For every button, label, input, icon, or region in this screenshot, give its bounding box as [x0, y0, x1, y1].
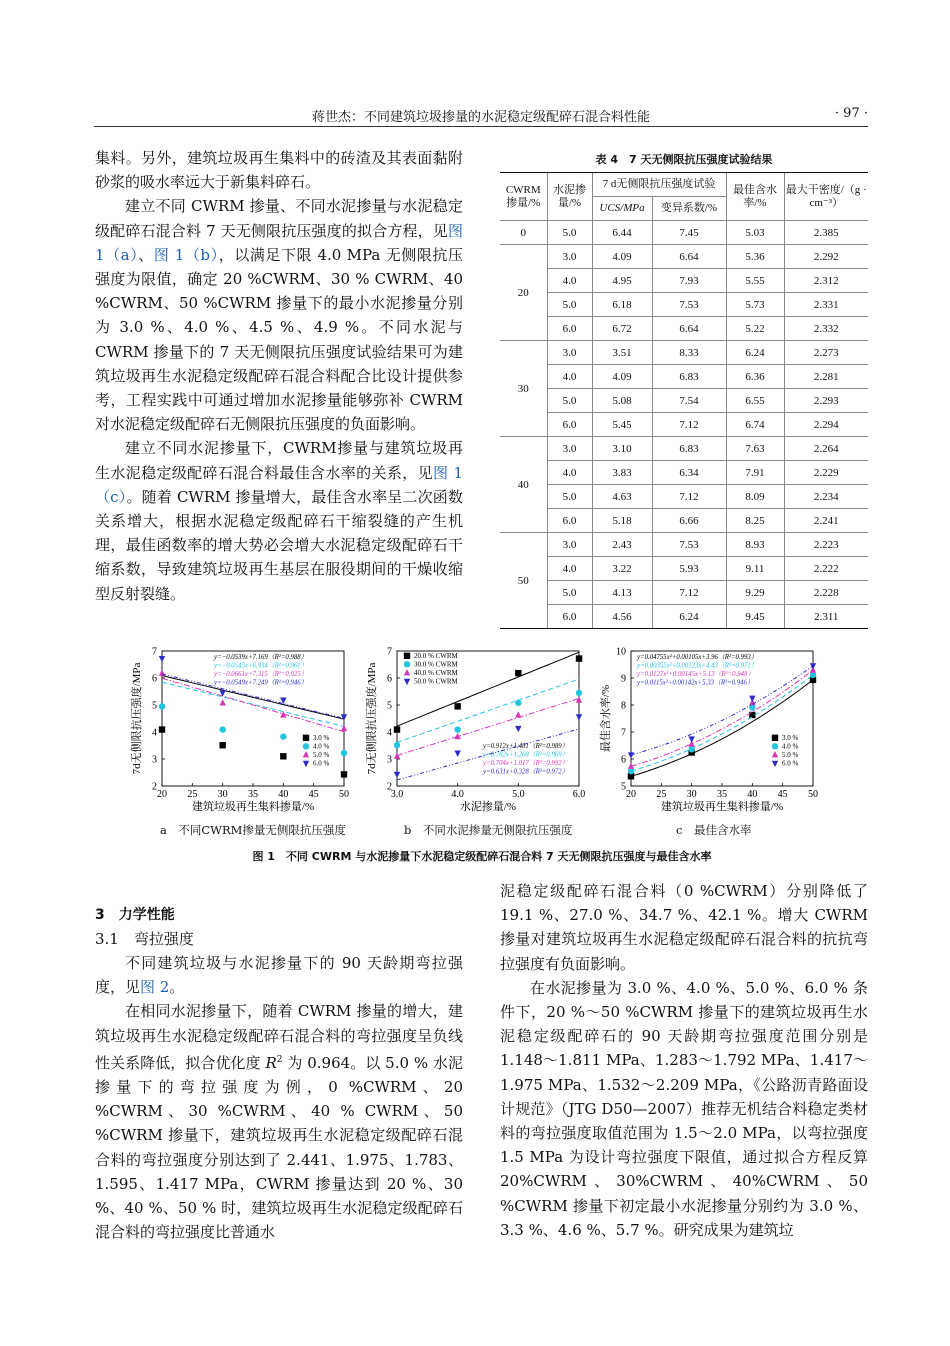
- table-cell: 4.0: [547, 557, 592, 581]
- table-cell: 2.332: [784, 317, 868, 341]
- data-point: [159, 726, 165, 732]
- table-cell: 7.54: [652, 389, 726, 413]
- table-cell: 6.0: [547, 317, 592, 341]
- table-cell: 8.25: [726, 509, 784, 533]
- paragraph: 在水泥掺量为 3.0 %、4.0 %、5.0 %、6.0 % 条件下，20 %～50 %CWRM 掺量下的建筑垃圾再生水泥稳定级配碎石的 90 天龄期弯拉强度范围分别是 1.148～1.811 MPa、1.283～1.792 MPa、1.417～1.975 MPa、1.532～2.209 MPa，《公路沥青路面设计规范》（JTG D50—2007）推荐无机结合料稳定类材料的弯拉强度取值范围为 1.5～2.0 MPa，以弯拉强度 1.5 MPa 为设计弯拉强度下限值，通过拟合方程反算 20%CWRM、30%CWRM、40%CWRM、50 %CWRM 掺量下初定最小水泥掺量分别约为 3.0 %、3.3 %、4.6 %、5.7 %。研究成果为建筑垃: [500, 978, 868, 1239]
- table-cell: 5.18: [592, 509, 652, 533]
- y-tick-label: 9: [621, 673, 626, 685]
- data-point: [219, 726, 225, 732]
- table-row: [500, 461, 868, 485]
- x-tick-label: 20: [626, 789, 636, 800]
- table-cell: 6.0: [547, 413, 592, 437]
- data-point: [341, 771, 347, 777]
- table-cell: 5.0: [547, 581, 592, 605]
- table-cell: 5.36: [726, 245, 784, 269]
- header-ucs-group: 7 d无侧限抗压强度试验: [592, 173, 726, 197]
- table-cell: 4.95: [592, 269, 652, 293]
- legend-label: 4.0 %: [313, 742, 330, 751]
- fit-equation: y=0.00355x²+0.00123x+4.43（R²=0.971）: [637, 662, 758, 670]
- x-tick-label: 6.0: [572, 789, 586, 800]
- y-tick-label: 7: [621, 727, 626, 739]
- table-cell: 4.56: [592, 605, 652, 629]
- table-cell: 6.83: [652, 437, 726, 461]
- table-row: [500, 581, 868, 605]
- table-cell: 5.93: [652, 557, 726, 581]
- subcaption-b: b 不同水泥掺量无侧限抗压强度: [404, 823, 573, 837]
- table-cell: 5.22: [726, 317, 784, 341]
- table-cell: 6.64: [652, 245, 726, 269]
- running-header: [94, 104, 868, 127]
- table-cell: 7.12: [652, 413, 726, 437]
- subcaption-a: a 不同CWRM掺量无侧限抗压强度: [160, 823, 346, 837]
- y-axis-label: 7d无侧限抗压强度/MPa: [131, 662, 143, 775]
- legend-label: 6.0 %: [782, 759, 799, 768]
- paragraph: 集料。另外，建筑垃圾再生集料中的砖渣及其表面黏附砂浆的吸水率远大于新集料碎石。: [95, 149, 463, 192]
- results-table: [500, 172, 868, 629]
- legend-label: 20.0 % CWRM: [414, 652, 458, 660]
- figure-caption: 图 1 不同 CWRM 与水泥掺量下水泥稳定级配碎石混合料 7 天无侧限抗压强度与最佳含水率: [252, 850, 712, 863]
- data-point: [772, 743, 778, 749]
- legend-label: 4.0 %: [782, 742, 799, 751]
- table-cell: 9.11: [726, 557, 784, 581]
- table-cell: 2.385: [784, 221, 868, 245]
- table-cell: 7.12: [652, 485, 726, 509]
- data-point: [772, 751, 778, 757]
- legend-label: 50.0 % CWRM: [414, 677, 458, 686]
- table-cell: 7.91: [726, 461, 784, 485]
- table-cell: 3.0: [547, 245, 592, 269]
- table-cell: 4.13: [592, 581, 652, 605]
- table-cell: 2.234: [784, 485, 868, 509]
- table-cell: 9.29: [726, 581, 784, 605]
- data-point: [515, 700, 521, 706]
- data-point: [303, 751, 309, 757]
- table-cell: 2.222: [784, 557, 868, 581]
- table-cell: 5.0: [547, 293, 592, 317]
- table-cell: 5.03: [726, 221, 784, 245]
- header-title: 蒋世杰：不同建筑垃圾掺量的水泥稳定级配碎石混合料性能: [311, 110, 650, 125]
- table-cell: 2.43: [592, 533, 652, 557]
- table-cell: 6.36: [726, 365, 784, 389]
- table-cell: 7.93: [652, 269, 726, 293]
- y-axis-label: 7d无侧限抗压强度/MPa: [366, 662, 378, 775]
- table-row: [500, 437, 868, 461]
- data-point: [454, 726, 460, 732]
- table-cell: 2.312: [784, 269, 868, 293]
- table-row: [500, 605, 868, 629]
- fit-equation: y=0.912x+1.481（R²=0.989）: [483, 743, 569, 750]
- y-tick-label: 6: [387, 673, 392, 685]
- table-cell: 2.264: [784, 437, 868, 461]
- legend-label: 6.0 %: [313, 759, 330, 768]
- fit-line: [162, 682, 344, 726]
- cell-cwrm: 30: [500, 341, 547, 437]
- data-point: [303, 735, 309, 741]
- table-row: [500, 317, 868, 341]
- header-density: 最大干密度/（g · cm⁻³）: [784, 173, 868, 221]
- table-row: [500, 413, 868, 437]
- table-row: [500, 533, 868, 557]
- fit-equation: y=−0.0549x+7.249（R²=0.946）: [214, 679, 308, 687]
- table-cell: 2.241: [784, 509, 868, 533]
- y-tick-label: 2: [152, 781, 157, 793]
- table-cell: 6.44: [592, 221, 652, 245]
- text-run: 在相同水泥掺量下，随着 CWRM 掺量的增大，建筑垃圾再生水泥稳定级配碎石混合料的弯拉强度呈负线性关系降低，拟合优化度: [95, 1002, 463, 1072]
- paragraph: [95, 194, 463, 436]
- data-point: [341, 714, 347, 720]
- table-row: [500, 341, 868, 365]
- table-cell: 3.22: [592, 557, 652, 581]
- data-point: [810, 663, 816, 669]
- cell-cwrm: 40: [500, 437, 547, 533]
- header-ucs: UCS/MPa: [592, 197, 652, 221]
- table-cell: 2.331: [784, 293, 868, 317]
- data-point: [219, 742, 225, 748]
- data-point: [394, 772, 400, 778]
- y-tick-label: 3: [387, 754, 392, 766]
- table-cell: 6.83: [652, 365, 726, 389]
- table-caption: 表 4 7 天无侧限抗压强度试验结果: [595, 153, 773, 166]
- x-tick-label: 25: [656, 789, 667, 800]
- table-row: [500, 485, 868, 509]
- fit-equation: y=−0.0661x+7.315（R²=0.925）: [214, 671, 308, 678]
- x-tick-label: 20: [157, 789, 167, 800]
- text-run: ，以满足下限 4.0 MPa 无侧限抗压强度为限值，确定 20 %CWRM、30 % CWRM、40 %CWRM、50 %CWRM 掺量下的最小水泥掺量分别为 3.0 %、4.0 %、4.5 %、4.9 %。不同水泥与 CWRM 掺量下的 7 天无侧限抗压强度试验结果可为建筑垃圾再生水泥稳定级配碎石混合料配合比设计提供参考，工程实践中可通过增加水泥掺量能够弥补 CWRM 对水泥稳定级配碎石无侧限抗压强度的负面影响。: [95, 245, 463, 434]
- table-cell: 4.63: [592, 485, 652, 509]
- header-water: 最佳含水率/%: [726, 173, 784, 221]
- data-point: [628, 752, 634, 758]
- table-cell: 2.281: [784, 365, 868, 389]
- table-cell: 6.66: [652, 509, 726, 533]
- left-column-text: [95, 146, 463, 606]
- y-tick-label: 5: [621, 781, 626, 793]
- table-cell: 6.18: [592, 293, 652, 317]
- x-tick-label: 45: [777, 789, 788, 800]
- data-point: [280, 753, 286, 759]
- subsection-heading: [95, 927, 463, 951]
- data-point: [515, 726, 521, 732]
- data-point: [159, 703, 165, 709]
- table-cell: 3.83: [592, 461, 652, 485]
- data-point: [394, 742, 400, 748]
- x-tick-label: 3.0: [390, 789, 404, 800]
- fit-equation: y=0.704x+1.017（R²=0.992）: [483, 760, 569, 767]
- table-cell: 5.73: [726, 293, 784, 317]
- table-cell: 5.0: [547, 221, 592, 245]
- symbol-R: R: [265, 1053, 277, 1072]
- text-run: 为 0.964。以 5.0 % 水泥掺量下的弯拉强度为例，0 %CWRM、20 %CWRM、30 %CWRM、40 % CWRM、50 %CWRM 掺量下，建筑垃圾再生水泥稳定级配碎石混合料的弯拉强度分别达到了 2.441、1.975、1.783、1.595、1.417 MPa，CWRM 掺量达到 20 %、30 %、40 %、50 % 时，建筑垃圾再生水泥稳定级配碎石混合料的弯拉强度比普通水: [95, 1053, 463, 1242]
- x-axis-label: 水泥掺量/%: [459, 801, 517, 813]
- header-cv: 变异系数/%: [652, 197, 726, 221]
- fit-line: [397, 679, 579, 742]
- table-cell: 2.223: [784, 533, 868, 557]
- y-tick-label: 10: [616, 646, 626, 658]
- table-cell: 6.24: [652, 605, 726, 629]
- x-tick-label: 35: [717, 789, 727, 800]
- fit-equation: y=0.631x+0.328（R²=0.972）: [483, 768, 569, 776]
- data-point: [628, 768, 634, 774]
- right-column-text: [500, 879, 868, 1242]
- y-tick-label: 4: [152, 727, 157, 739]
- table-cell: 2.292: [784, 245, 868, 269]
- data-point: [576, 655, 582, 661]
- table-cell: 8.93: [726, 533, 784, 557]
- table-cell: 4.0: [547, 269, 592, 293]
- data-point: [454, 703, 460, 709]
- x-axis-label: 建筑垃圾再生集料掺量/%: [191, 801, 315, 813]
- table-cell: 4.0: [547, 365, 592, 389]
- x-tick-label: 4.0: [451, 789, 464, 800]
- cell-cwrm: 0: [500, 221, 547, 245]
- fit-equation: y=−0.0545x+6.934（R²=0.961）: [214, 662, 308, 670]
- data-point: [394, 726, 400, 732]
- data-point: [219, 699, 225, 705]
- table-row: [500, 509, 868, 533]
- legend-label: 40.0 % CWRM: [414, 669, 458, 677]
- table-cell: 5.45: [592, 413, 652, 437]
- table-cell: 7.53: [652, 533, 726, 557]
- table-cell: 6.24: [726, 341, 784, 365]
- y-tick-label: 4: [387, 727, 392, 739]
- table-cell: 4.09: [592, 365, 652, 389]
- data-point: [404, 669, 410, 675]
- text-run: 、: [138, 245, 154, 264]
- legend-label: 3.0 %: [782, 734, 799, 742]
- section-heading: 3 力学性能: [95, 907, 175, 923]
- figure-1c-link[interactable]: 图 1（c）: [95, 463, 463, 506]
- table-cell: 7.45: [652, 221, 726, 245]
- subcaption-c: c 最佳含水率: [676, 823, 752, 837]
- table-cell: 6.0: [547, 509, 592, 533]
- table-cell: 2.293: [784, 389, 868, 413]
- figure-2-link[interactable]: 图 2: [140, 978, 170, 997]
- y-tick-label: 5: [152, 700, 157, 712]
- y-axis-label: 最佳含水率/%: [600, 684, 612, 753]
- table-row: [500, 269, 868, 293]
- y-tick-label: 3: [152, 754, 157, 766]
- figure-1: [100, 640, 860, 840]
- table-row: [500, 557, 868, 581]
- data-point: [515, 711, 521, 717]
- x-tick-label: 50: [339, 789, 349, 800]
- table-cell: 3.0: [547, 533, 592, 557]
- legend-label: 5.0 %: [313, 751, 330, 759]
- data-point: [454, 750, 460, 756]
- text-run: 建立不同 CWRM 掺量、不同水泥掺量与水泥稳定级配碎石混合料 7 天无侧限抗压强度的拟合方程，见: [95, 197, 463, 240]
- superscript: 2: [276, 1054, 283, 1065]
- x-tick-label: 40: [747, 789, 758, 800]
- data-point: [576, 690, 582, 696]
- data-point: [749, 696, 755, 702]
- table-cell: 6.74: [726, 413, 784, 437]
- table-cell: 3.0: [547, 341, 592, 365]
- table-row: [500, 245, 868, 269]
- header-cwrm: CWRM 掺量/%: [500, 173, 547, 221]
- data-point: [404, 653, 410, 659]
- table-cell: 2.294: [784, 413, 868, 437]
- cell-cwrm: 50: [500, 533, 547, 629]
- y-tick-label: 8: [621, 700, 626, 712]
- y-tick-label: 7: [152, 646, 157, 658]
- data-point: [688, 746, 694, 752]
- fit-equation: y=0.782x+1.268（R²=0.969）: [483, 751, 569, 759]
- x-tick-label: 45: [308, 789, 319, 800]
- x-tick-label: 35: [248, 789, 258, 800]
- text-run: 不同建筑垃圾与水泥掺量下的 90 天龄期弯拉强度，见: [95, 954, 463, 997]
- x-axis-label: 建筑垃圾再生集料掺量/%: [660, 801, 784, 813]
- data-point: [303, 743, 309, 749]
- table-cell: 8.33: [652, 341, 726, 365]
- y-tick-label: 6: [621, 754, 626, 766]
- data-point: [688, 736, 694, 742]
- table-cell: 5.0: [547, 485, 592, 509]
- fit-equation: y=0.04755x²+0.00105x+3.96（R²=0.993）: [637, 654, 758, 661]
- subsection-title: 3.1 弯拉强度: [95, 930, 194, 948]
- paragraph: 泥稳定级配碎石混合料（0 %CWRM）分别降低了 19.1 %、27.0 %、34.7 %、42.1 %。增大 CWRM 掺量对建筑垃圾再生水泥稳定级配碎石混合料的抗抗弯拉强度有负面影响。: [500, 882, 868, 973]
- data-point: [394, 753, 400, 759]
- figure-1b-link[interactable]: 图 1（b）: [153, 245, 219, 264]
- table-row: [500, 389, 868, 413]
- data-point: [576, 714, 582, 720]
- y-tick-label: 5: [387, 700, 392, 712]
- x-tick-label: 30: [217, 789, 228, 800]
- paragraph: [95, 999, 463, 1244]
- fit-equation: y=0.0115x²+0.00142x+5.33（R²=0.946）: [637, 679, 754, 687]
- data-point: [515, 670, 521, 676]
- fit-equation: y=−0.0539x+7.169（R²=0.988）: [214, 654, 308, 661]
- table-body: [500, 221, 868, 629]
- legend-label: 3.0 %: [313, 734, 330, 742]
- table-cell: 4.09: [592, 245, 652, 269]
- table-cell: 6.0: [547, 605, 592, 629]
- text-run: 。: [169, 978, 185, 997]
- data-point: [810, 672, 816, 678]
- data-point: [159, 656, 165, 662]
- table-cell: 2.229: [784, 461, 868, 485]
- table-cell: 6.55: [726, 389, 784, 413]
- figure-1a-link[interactable]: 图 1（a）: [95, 221, 463, 264]
- table-cell: 2.311: [784, 605, 868, 629]
- x-tick-label: 30: [686, 789, 697, 800]
- table-cell: 7.12: [652, 581, 726, 605]
- table-cell: 7.53: [652, 293, 726, 317]
- table-cell: 6.72: [592, 317, 652, 341]
- data-point: [772, 761, 778, 767]
- data-point: [280, 733, 286, 739]
- data-point: [303, 761, 309, 767]
- table-cell: 2.273: [784, 341, 868, 365]
- x-tick-label: 50: [808, 789, 818, 800]
- legend-label: 5.0 %: [782, 751, 799, 759]
- data-point: [772, 735, 778, 741]
- fit-equation: y=0.0127x²+0.00145x+5.13（R²=0.948）: [637, 671, 755, 678]
- table-cell: 3.0: [547, 437, 592, 461]
- x-tick-label: 5.0: [512, 789, 525, 800]
- y-tick-label: 7: [387, 646, 392, 658]
- header-cement: 水泥掺量/%: [547, 173, 592, 221]
- table-row: [500, 365, 868, 389]
- table-cell: 6.34: [652, 461, 726, 485]
- table-cell: 3.51: [592, 341, 652, 365]
- x-tick-label: 40: [278, 789, 289, 800]
- table-cell: 4.0: [547, 461, 592, 485]
- paragraph: [95, 436, 463, 605]
- text-run: 建立不同水泥掺量下，CWRM掺量与建筑垃圾再生水泥稳定级配碎石混合料最佳含水率的关系，见: [95, 439, 463, 482]
- table-cell: 3.10: [592, 437, 652, 461]
- table-cell: 7.63: [726, 437, 784, 461]
- table-cell: 8.09: [726, 485, 784, 509]
- table-cell: 5.08: [592, 389, 652, 413]
- y-tick-label: 6: [152, 673, 157, 685]
- table-row: [500, 293, 868, 317]
- table-cell: 5.0: [547, 389, 592, 413]
- legend-label: 30.0 % CWRM: [414, 660, 458, 669]
- table-cell: 6.64: [652, 317, 726, 341]
- table-cell: 9.45: [726, 605, 784, 629]
- x-tick-label: 25: [187, 789, 198, 800]
- data-point: [404, 679, 410, 685]
- data-point: [341, 750, 347, 756]
- text-run: 。随着 CWRM 掺量增大，最佳含水率呈二次函数关系增大，根据水泥稳定级配碎石干缩裂缝的产生机理，最佳函数率的增大势必会增大水泥稳定级配碎石干缩系数，导致建筑垃圾再生基层在服役期间的干燥收缩型反射裂缝。: [95, 487, 463, 603]
- cell-cwrm: 20: [500, 245, 547, 341]
- table-row: [500, 221, 868, 245]
- paragraph: [95, 951, 463, 999]
- data-point: [404, 661, 410, 667]
- table-cell: 5.55: [726, 269, 784, 293]
- page-number: · 97 ·: [834, 106, 868, 121]
- y-tick-label: 2: [387, 781, 392, 793]
- section-3-text: [95, 903, 463, 1244]
- table-cell: 2.228: [784, 581, 868, 605]
